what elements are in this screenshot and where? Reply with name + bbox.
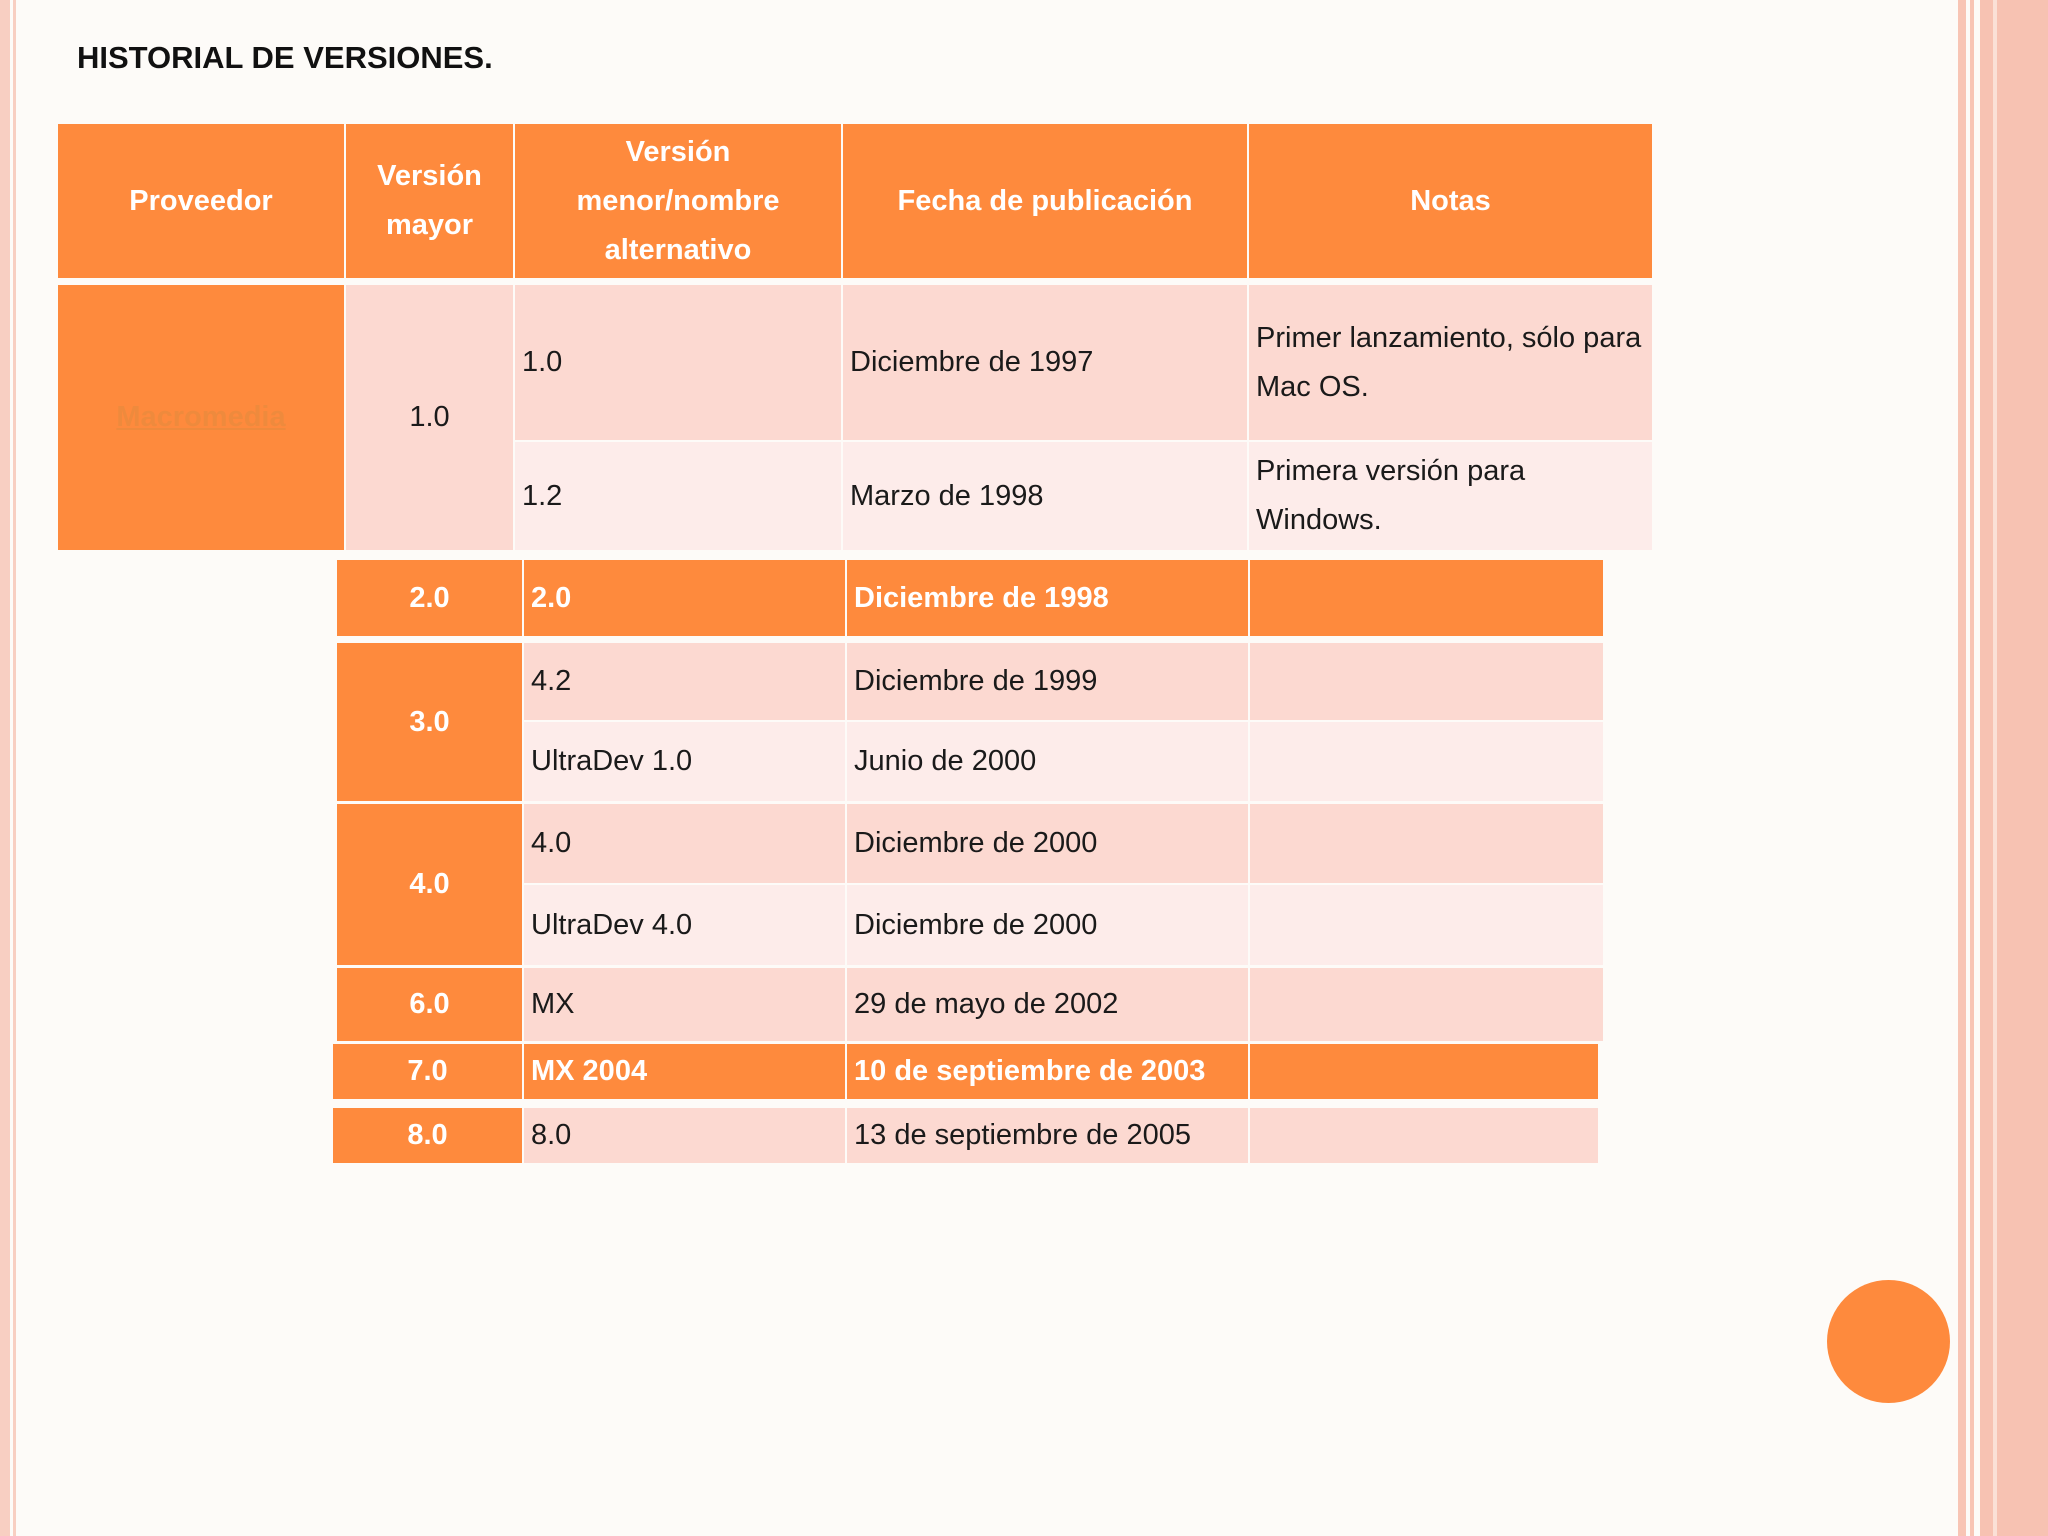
date-cell: Diciembre de 1999 <box>847 643 1248 720</box>
notes-cell <box>1250 804 1603 883</box>
date-cell: Diciembre de 1998 <box>847 560 1248 636</box>
right-border-line <box>1970 0 1974 1536</box>
header-notas: Notas <box>1249 124 1652 278</box>
header-version-menor: Versión menor/nombre alternativo <box>515 124 841 278</box>
notes-cell <box>1250 1108 1598 1163</box>
major-version-cell: 2.0 <box>337 560 522 636</box>
minor-version-cell: 4.2 <box>524 643 845 720</box>
header-version-mayor: Versión mayor <box>346 124 513 278</box>
major-version-cell: 6.0 <box>337 968 522 1041</box>
minor-version-cell: 1.2 <box>515 442 841 550</box>
date-cell: Junio de 2000 <box>847 722 1248 801</box>
left-border-stripe <box>0 0 10 1536</box>
minor-version-cell: MX 2004 <box>524 1044 845 1099</box>
minor-version-cell: MX <box>524 968 845 1041</box>
date-cell: Diciembre de 2000 <box>847 804 1248 883</box>
minor-version-cell: 1.0 <box>515 285 841 440</box>
date-cell: 10 de septiembre de 2003 <box>847 1044 1248 1099</box>
header-proveedor: Proveedor <box>58 124 344 278</box>
right-border-band-line <box>1993 0 1997 1536</box>
date-cell: Marzo de 1998 <box>843 442 1247 550</box>
date-cell: Diciembre de 2000 <box>847 885 1248 965</box>
minor-version-cell: UltraDev 4.0 <box>524 885 845 965</box>
right-border-band <box>1980 0 2048 1536</box>
date-cell: 29 de mayo de 2002 <box>847 968 1248 1041</box>
left-border-line <box>13 0 16 1536</box>
minor-version-cell: 4.0 <box>524 804 845 883</box>
provider-cell <box>58 285 344 550</box>
notes-cell: Primer lanzamiento, sólo para Mac OS. <box>1249 285 1652 440</box>
page-title: HISTORIAL DE VERSIONES. <box>77 40 493 75</box>
right-border-stripe <box>1958 0 1966 1536</box>
notes-cell <box>1250 968 1603 1041</box>
notes-cell: Primera versión para Windows. <box>1249 442 1652 550</box>
major-version-cell: 1.0 <box>346 285 513 550</box>
provider-link[interactable]: Macromedia <box>116 401 286 433</box>
date-cell: Diciembre de 1997 <box>843 285 1247 440</box>
minor-version-cell: 8.0 <box>524 1108 845 1163</box>
notes-cell <box>1250 560 1603 636</box>
decorative-circle <box>1827 1280 1950 1403</box>
major-version-cell: 4.0 <box>337 804 522 965</box>
minor-version-cell: UltraDev 1.0 <box>524 722 845 801</box>
minor-version-cell: 2.0 <box>524 560 845 636</box>
notes-cell <box>1250 722 1603 801</box>
major-version-cell: 8.0 <box>333 1108 522 1163</box>
major-version-cell: 3.0 <box>337 643 522 801</box>
notes-cell <box>1250 1044 1598 1099</box>
major-version-cell: 7.0 <box>333 1044 522 1099</box>
date-cell: 13 de septiembre de 2005 <box>847 1108 1248 1163</box>
notes-cell <box>1250 643 1603 720</box>
notes-cell <box>1250 885 1603 965</box>
header-fecha: Fecha de publicación <box>843 124 1247 278</box>
